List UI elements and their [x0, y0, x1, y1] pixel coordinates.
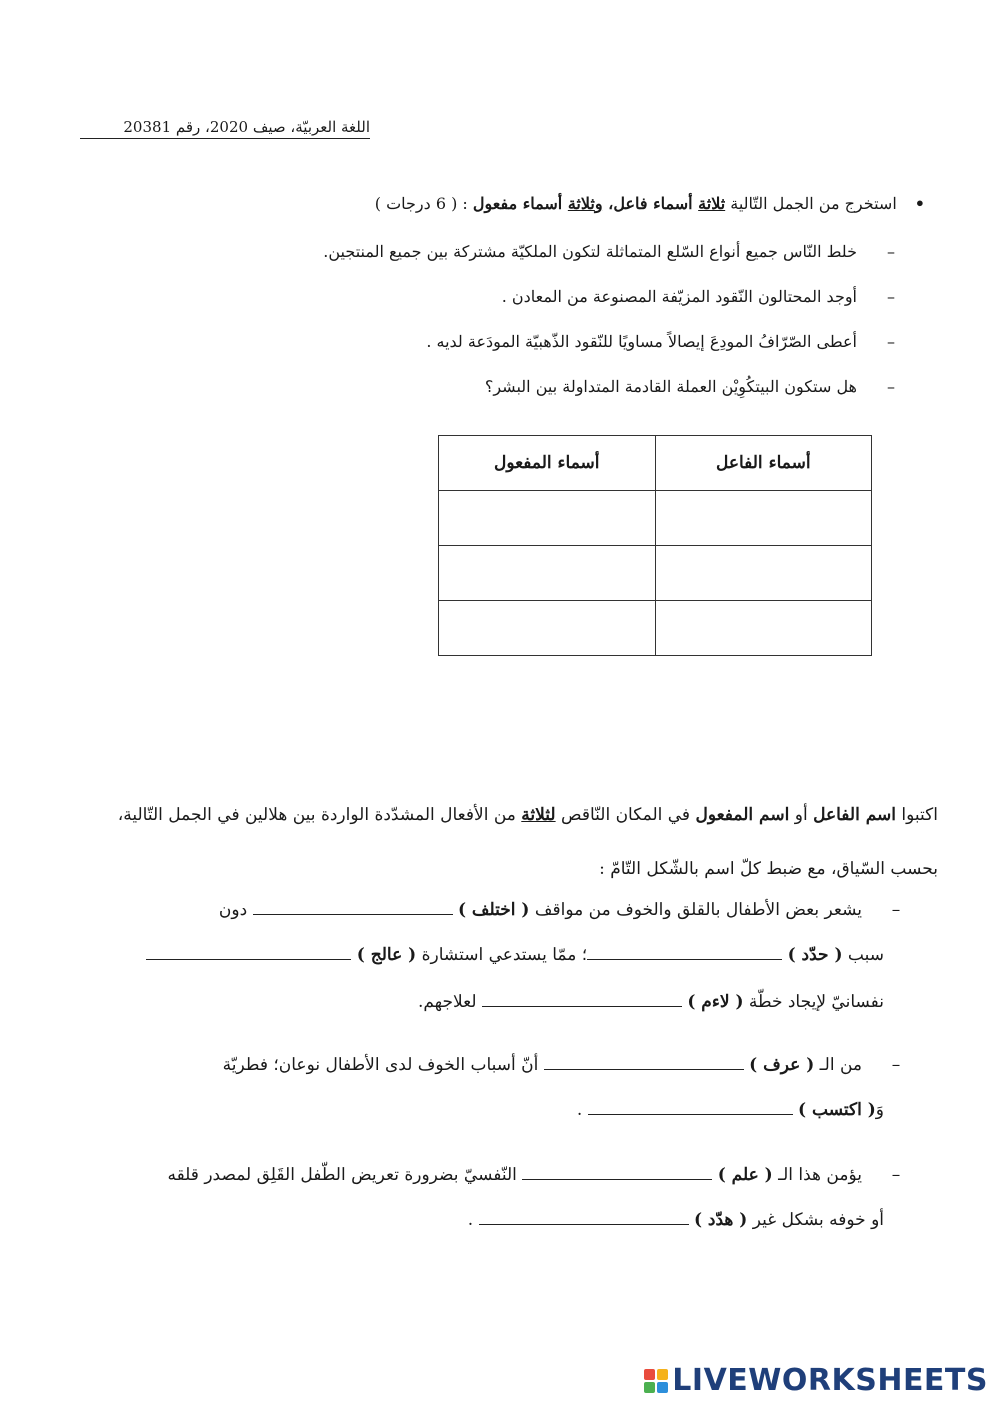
item1-line2: سبب ( حدّد ) ؛ ممّا يستدعي استشارة ( عالج ): [146, 945, 884, 965]
answer-cell[interactable]: [655, 546, 872, 601]
blank-input[interactable]: [522, 1165, 712, 1180]
item1-line3: نفسانيّ لإيجاد خطّة ( لاءم ) لعلاجهم.: [417, 992, 884, 1012]
emph-three: ثلاثة: [567, 194, 595, 213]
question1-instruction: •استخرج من الجمل التّالية ثلاثة أسماء فاعل، وثلاثة أسماء مفعول : ( 6 درجات ): [374, 194, 925, 213]
blank-input[interactable]: [544, 1055, 744, 1070]
blank-input[interactable]: [482, 992, 682, 1007]
document-header: اللغة العربيّة، صيف 2020، رقم 20381: [80, 118, 370, 139]
bullet: •: [914, 194, 925, 213]
logo-text: LIVEWORKSHEETS: [672, 1363, 988, 1398]
answer-cell[interactable]: [439, 546, 656, 601]
blank-input[interactable]: [146, 945, 351, 960]
question2-instruction: اكتبوا اسم الفاعل أو اسم المفعول في المكان النّاقص لثلاثة من الأفعال المشدّدة الواردة بين هلالين في الجمل التّالية، بحسب السّياق، مع ضبط كلّ اسم بالشّكل التّامّ :: [117, 805, 938, 879]
answer-table: [438, 435, 872, 656]
sentence-1: –خلط النّاس جميع أنواع السّلع المتماثلة لتكون الملكيّة مشتركة بين جميع المنتجين.: [323, 242, 895, 261]
blank-input[interactable]: [588, 1100, 793, 1115]
item3-line2: أو خوفه بشكل غير ( هدّد ) .: [467, 1210, 884, 1230]
item3-line1: –يؤمن هذا الـ ( علم ) النّفسيّ بضرورة تعريض الطّفل القَلِق لمصدر قلقه: [167, 1165, 901, 1185]
liveworksheets-logo: [644, 1363, 988, 1398]
header-passive-participle: أسماء المفعول: [439, 436, 656, 491]
blank-input[interactable]: [479, 1210, 689, 1225]
item2-line2: وَ( اكتسب ) .: [576, 1100, 884, 1120]
answer-cell[interactable]: [439, 491, 656, 546]
header-active-participle: أسماء الفاعل: [655, 436, 872, 491]
answer-cell[interactable]: [655, 491, 872, 546]
sentence-4: –هل ستكون البيتكُوِيْن العملة القادمة المتداولة بين البشر؟: [484, 377, 895, 396]
blank-input[interactable]: [253, 900, 453, 915]
item1-line1: –يشعر بعض الأطفال بالقلق والخوف من مواقف ( اختلف ) دون: [218, 900, 901, 920]
logo-grid-icon: [644, 1369, 668, 1393]
emph-three: ثلاثة: [698, 194, 726, 213]
answer-cell[interactable]: [655, 601, 872, 656]
sentence-3: –أعطى الصّرّافُ المودِعَ إيصالاً مساويًا للنّقود الذّهبيّة المودَعة لديه .: [426, 332, 895, 351]
answer-cell[interactable]: [439, 601, 656, 656]
item2-line1: –من الـ ( عرف ) أنّ أسباب الخوف لدى الأطفال نوعان؛ فطريّة: [222, 1055, 901, 1075]
sentence-2: –أوجد المحتالون النّقود المزيّفة المصنوعة من المعادن .: [501, 287, 895, 306]
blank-input[interactable]: [587, 945, 782, 960]
